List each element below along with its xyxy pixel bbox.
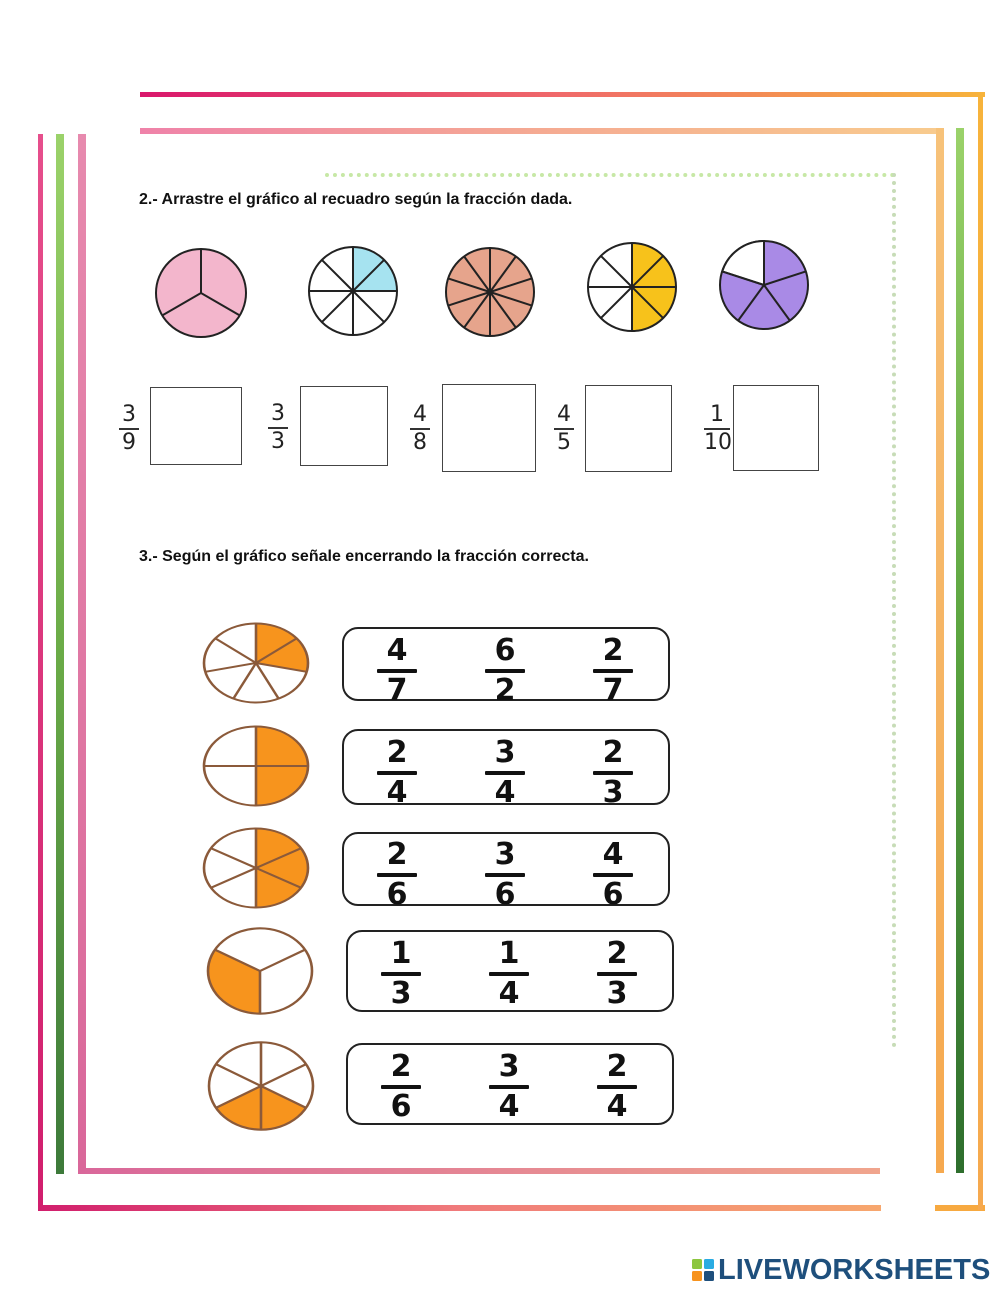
pink-circle-icon[interactable]: [153, 246, 249, 340]
fraction-numerator: 4: [413, 402, 427, 427]
drop-box-4[interactable]: [585, 385, 672, 472]
fraction-numerator: 4: [557, 402, 571, 427]
drop-box-2[interactable]: [300, 386, 388, 466]
frame-left-pink: [78, 134, 86, 1174]
option-row3-b[interactable]: [485, 837, 525, 912]
frame-right-green: [956, 128, 964, 1173]
fraction-numerator: 1: [498, 936, 520, 971]
frame-dotted-top: [325, 173, 895, 177]
option-row4-a[interactable]: [381, 936, 421, 1011]
option-row5-b[interactable]: [489, 1049, 529, 1124]
fraction-denominator: 7: [602, 673, 624, 708]
pie-4-parts-2-shaded-icon: [201, 724, 311, 808]
fraction-numerator: 1: [710, 402, 724, 427]
drop-box-3[interactable]: [442, 384, 536, 472]
target-fraction-2: [268, 403, 288, 453]
liveworksheets-logo-icon: [692, 1259, 714, 1281]
frame-right-orange-inner: [936, 128, 944, 1173]
cyan-circle-icon[interactable]: [306, 244, 400, 338]
option-row1-a[interactable]: [377, 633, 417, 708]
frame-bottom-outer: [38, 1205, 881, 1211]
option-row4-c[interactable]: [597, 936, 637, 1011]
option-row2-b[interactable]: [485, 735, 525, 810]
fraction-denominator: 5: [557, 429, 571, 455]
frame-bottom-inner: [80, 1168, 880, 1174]
fraction-numerator: 3: [122, 402, 136, 427]
fraction-numerator: 2: [602, 735, 624, 770]
option-row1-b[interactable]: [485, 633, 525, 708]
frame-dotted-right: [892, 173, 896, 1048]
fraction-denominator: 6: [386, 877, 408, 912]
frame-top-outer: [140, 92, 985, 97]
fraction-denominator: 4: [498, 1089, 520, 1124]
drop-box-5[interactable]: [733, 385, 819, 471]
frame-top-inner: [140, 128, 940, 134]
frame-right-orange-outer: [978, 92, 983, 1210]
option-row4-b[interactable]: [489, 936, 529, 1011]
fraction-numerator: 2: [606, 1049, 628, 1084]
fraction-numerator: 4: [602, 837, 624, 872]
fraction-numerator: 2: [602, 633, 624, 668]
fraction-denominator: 3: [271, 428, 285, 454]
fraction-denominator: 10: [704, 429, 732, 455]
fraction-denominator: 6: [390, 1089, 412, 1124]
target-fraction-3: [410, 404, 430, 454]
yellow-circle-icon[interactable]: [585, 240, 679, 334]
fraction-numerator: 1: [390, 936, 412, 971]
option-row5-a[interactable]: [381, 1049, 421, 1124]
frame-left-green: [56, 134, 64, 1174]
logo-text: LIVEWORKSHEETS: [718, 1253, 991, 1286]
fraction-numerator: 3: [498, 1049, 520, 1084]
fraction-denominator: 3: [390, 976, 412, 1011]
fraction-denominator: 4: [606, 1089, 628, 1124]
fraction-denominator: 9: [122, 429, 136, 455]
section3-instruction: 3.- Según el gráfico señale encerrando la fracción correcta.: [139, 548, 589, 565]
fraction-denominator: 3: [606, 976, 628, 1011]
target-fraction-1: [119, 404, 139, 454]
fraction-numerator: 3: [271, 401, 285, 426]
fraction-denominator: 7: [386, 673, 408, 708]
section2-instruction: 2.- Arrastre el gráfico al recuadro según la fracción dada.: [139, 191, 573, 208]
target-fraction-5: [704, 404, 730, 454]
fraction-numerator: 4: [386, 633, 408, 668]
fraction-denominator: 4: [498, 976, 520, 1011]
fraction-denominator: 6: [602, 877, 624, 912]
option-row3-a[interactable]: [377, 837, 417, 912]
option-row1-c[interactable]: [593, 633, 633, 708]
fraction-denominator: 4: [386, 775, 408, 810]
target-fraction-4: [554, 404, 574, 454]
fraction-numerator: 6: [494, 633, 516, 668]
fraction-numerator: 2: [606, 936, 628, 971]
fraction-numerator: 3: [494, 837, 516, 872]
fraction-numerator: 2: [386, 735, 408, 770]
fraction-denominator: 3: [602, 775, 624, 810]
option-row5-c[interactable]: [597, 1049, 637, 1124]
pie-7-parts-2-shaded-icon: [201, 621, 311, 705]
option-row2-a[interactable]: [377, 735, 417, 810]
fraction-denominator: 8: [413, 429, 427, 455]
pie-3-parts-1-shaded-icon: [205, 926, 315, 1016]
frame-left-outer: [38, 134, 43, 1209]
fraction-denominator: 2: [494, 673, 516, 708]
purple-circle-icon[interactable]: [717, 238, 811, 332]
fraction-numerator: 2: [390, 1049, 412, 1084]
fraction-denominator: 6: [494, 877, 516, 912]
liveworksheets-logo[interactable]: [692, 1252, 990, 1288]
option-row2-c[interactable]: [593, 735, 633, 810]
salmon-circle-icon[interactable]: [442, 245, 538, 339]
fraction-numerator: 2: [386, 837, 408, 872]
pie-6-parts-2-shaded-icon: [206, 1040, 316, 1132]
pie-6-parts-3-shaded-icon: [201, 826, 311, 910]
option-row3-c[interactable]: [593, 837, 633, 912]
drop-box-1[interactable]: [150, 387, 242, 465]
fraction-numerator: 3: [494, 735, 516, 770]
fraction-denominator: 4: [494, 775, 516, 810]
